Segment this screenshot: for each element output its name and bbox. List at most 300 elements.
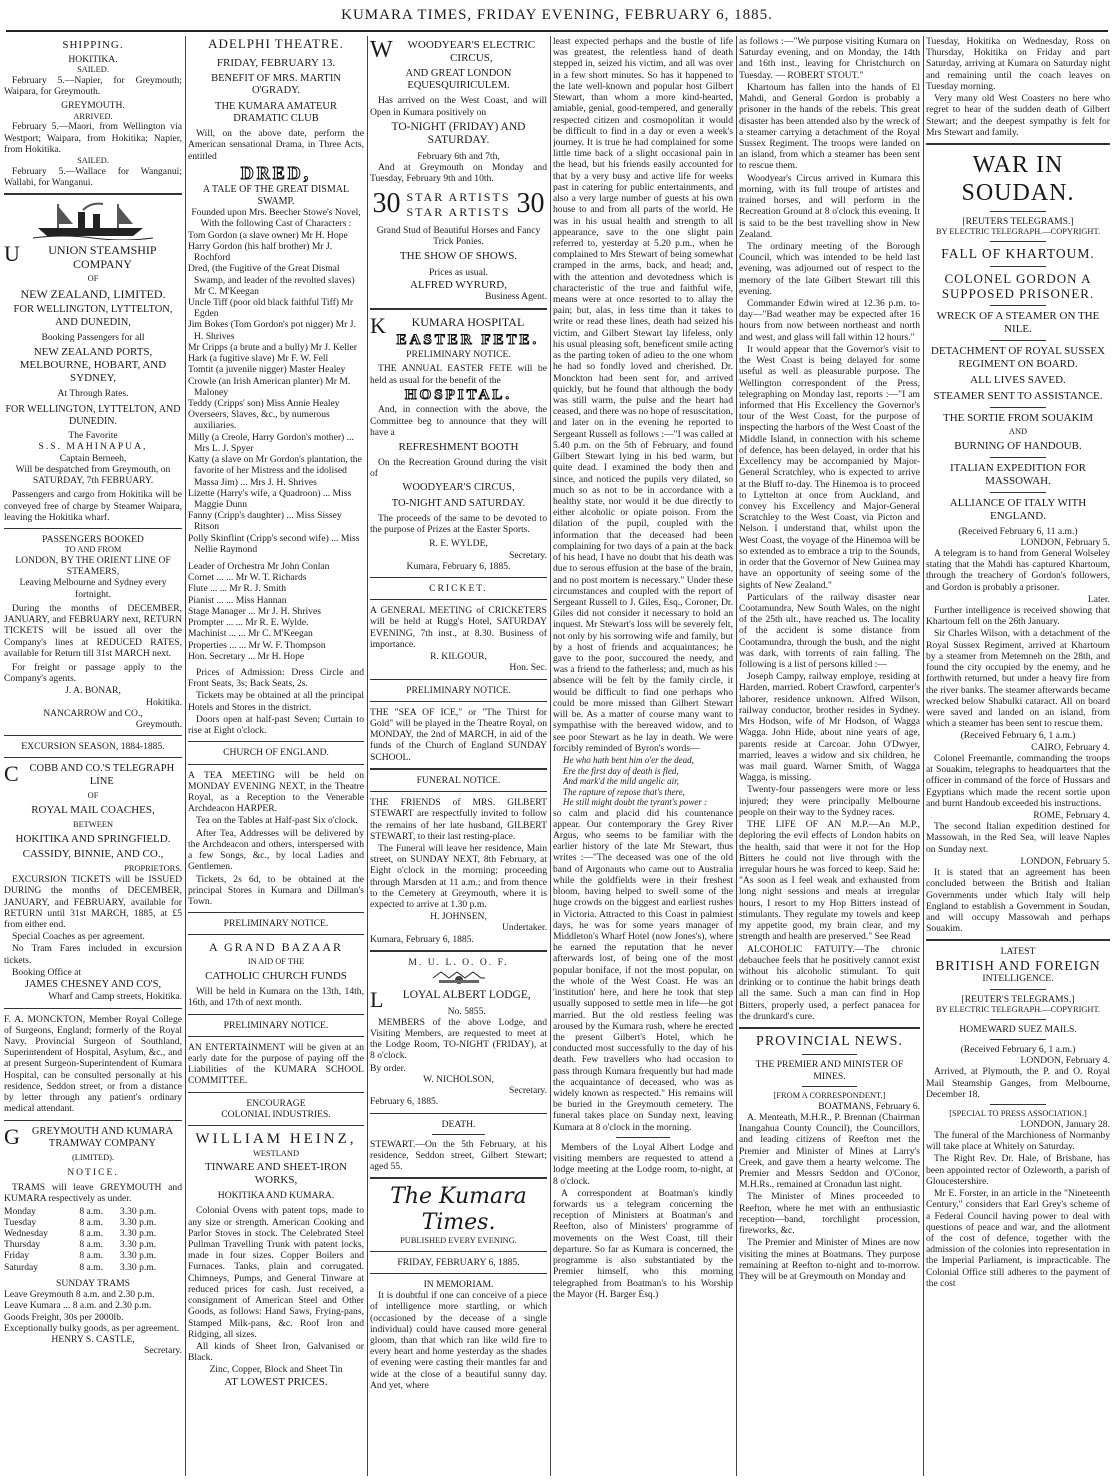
cast-list	[188, 230, 364, 555]
monckton-notice: F. A. MONCKTON, Member Royal College of Surgeons, England; formerly of the Royal Navy. Provincial Surgeon of Southland, Superintendent of Hospital, Asylum, &c., and at present Surgeon-Superintendent of Kumara Hospital, can be consulted personally at his residence, Seddon street, or from a distance by letter through any patient's ordinary medical attendant.	[4, 1013, 182, 1115]
refreshment-booth: REFRESHMENT BOOTH	[398, 441, 519, 454]
orchestra-entry: Cornet ... ... Mr W. T. Richards	[188, 572, 307, 584]
bazaar-text: Will be held in Kumara on the 13th, 14th, 16th, and 17th of next month.	[188, 986, 364, 1009]
rule	[990, 407, 1045, 408]
death-heading: DEATH.	[441, 1118, 476, 1130]
cobb-mail: ROYAL MAIL COACHES,	[31, 803, 155, 816]
union-fav: The Favorite	[68, 430, 118, 442]
column-rule	[736, 36, 737, 1476]
tale: A TALE OF THE GREAT DISMAL SWAMP.	[202, 183, 350, 207]
stout-paragraph: as follows :—"We purpose visiting Kumara on Saturday evening, and on Monday, the 14th and 16th inst., leaving for Christchurch on Tuesday. — ROBERT STOUT."	[739, 36, 920, 81]
poem-line: The rapture of repose that's there,	[563, 786, 685, 797]
poem-line: He who hath bent him o'er the dead,	[563, 755, 694, 765]
memoriam-heading: IN MEMORIAM.	[423, 1278, 494, 1290]
orchestra-entry: Leader of Orchestra Mr John Conlan	[188, 561, 330, 573]
correspondent: [FROM A CORRESPONDENT.]	[773, 1090, 886, 1100]
thirty-right: 30	[516, 188, 545, 220]
memoriam-text: It is doubtful if one can conceive of a piece of intelligence more startling, or which (occasioned by the decease of a single individual) could have caused more general gloom, than that which ran like wild fire to every heart and home yesterday as the shades of evening were casting their mantles far and wide at the close of a beautiful sunny day. And yet, where	[370, 1290, 547, 1391]
cobb-heading: C COBB AND CO.'S TELEGRAPH LINE	[4, 761, 175, 787]
provincial-heading: PROVINCIAL NEWS.	[756, 1034, 903, 1050]
orchestra-entry: Stage Manager ... Mr J. H. Shrives	[188, 605, 321, 617]
later-label: Later.	[1087, 593, 1110, 605]
tram-pm: 3.30 p.m.	[119, 1250, 157, 1262]
circus-agent: ALFRED WYRURD,	[410, 278, 507, 291]
easter-fete: EASTER FETE.	[396, 331, 540, 348]
sunday-greymouth: Leave Greymouth 8 a.m. and 2.30 p.m.	[4, 1289, 155, 1301]
circus-heading: W WOODYEAR'S ELECTRIC CIRCUS,	[370, 37, 536, 64]
prelim-heading: PRELIMINARY NOTICE.	[406, 684, 511, 696]
kilgour-name: R. KILGOUR,	[430, 651, 487, 663]
published: PUBLISHED EVERY EVENING.	[400, 1235, 517, 1245]
circus-tonight: TO-NIGHT (FRIDAY) AND SATURDAY.	[391, 120, 526, 147]
rule	[370, 791, 547, 792]
tram-row	[4, 1239, 182, 1250]
column-3	[370, 36, 547, 1476]
cobb-proprietors: CASSIDY, BINNIE, AND CO.,	[22, 848, 164, 861]
tram-am: 8 a.m.	[79, 1250, 104, 1262]
cobb-wharf: Wharf and Camp streets, Hokitika.	[48, 991, 182, 1003]
fall-khartoum: FALL OF KHARTOUM.	[941, 246, 1095, 262]
funeral-heading: FUNERAL NOTICE.	[416, 774, 501, 786]
rule	[926, 939, 1110, 941]
memoriam-continued: least expected perhaps and the bustle of life was greatest, the relentless hand of death stepped in, seized his victim, and all was over in a few short minutes. So has it happened to the late well-known and popular host Gilbert Stewart, than whom a more kind-hearted, amiable, genial, good-tempered, and generally respected citizen and cosmopolitan it would be difficult to find in a day or even a week's journey. It is true he had complained for some little time back of a slight occasional pain in the head, but his friends easily accounted for that by a very busy and active life for weeks past in catering for public entertainments, and also a very large number of guests at his own house to and from all parts of the world. He was in his usual health and strength to all appearance, save to the one slight pain referred to, yesterday at 5.20 p.m., when he complained to Mrs Stewart of being somewhat cramped in the arms, back, and head; and, with the attention and devotedness which is characteristic of the true and faithful wife, means were at once resorted to to allay the pain; but, alas, in less time than it takes to write or read these lines, death had seized his victim, and Gilbert Stewart lay lifeless, only his usual pleasing soft, beneficent smile acting as the parting token of adieu to the one whom he had so fondly loved and cherished. Dr. Monckton had been sent for, and arrived quickly, but he found that although the body was still warm, the pulse and the heart had ceased, and there was no hope of resuscitation, and later on in the evening he reported to Sergeant Russell as follows :—"I was called at 5.40 p.m. on the 5th of February, and found Gilbert Stewart lying in his bed warm, but quite dead. I examined the body then and since, and noticed the pupils very dilated, so much so as not to be in accordance with a healthy state, nor would it be due directly to either alcoholic or opiate poison. From the dilation of the pupil, coupled with the information that the deceased had been complaining for two days of a pain at the back of his head, I have no doubt that his death was due to serous effusion at the base of the brain, and no post mortem is necessary." Under these circumstances and coupled with the report of Sergeant Russell to J. Giles, Esq., Coroner, Dr. Giles did not consider it necessary to hold an inquest. Mr Stewart's loss will be severely felt, not only by his sorrowing wife and family, but by a host of friends and acquaintances; he gave to the poor, succoured the needy, and was a friend to the fatherless; and, much as his absence will be felt by the family circle, it would be difficult to find one perhaps who could be more missed than Gilbert Stewart will be. As a matter of course many want to sympathise with the bereaved widow, and to see poor Stewart as he lay in death. We were forcibly reminded of Byron's words—	[553, 36, 733, 754]
lodge-heading: L LOYAL ALBERT LODGE,	[370, 987, 531, 1013]
tram-day: Monday	[4, 1205, 36, 1217]
rule	[370, 679, 547, 680]
steamer-heading: STEAMER SENT TO ASSISTANCE.	[933, 389, 1103, 402]
circus-agent-title: Business Agent.	[485, 291, 547, 303]
rule	[370, 577, 547, 578]
hospital-annual: THE ANNUAL EASTER FETE will be held as usual for the benefit of the	[370, 363, 547, 386]
weather-paragraph: Commander Edwin wired at 12.36 p.m. to-day—"Bad weather may be expected after 16 hours from now between northeast and north and west, and glass will fall within 12 hours."	[739, 298, 920, 343]
hospital-ground: On the Recreation Ground during the visit of	[370, 456, 547, 480]
cast-entry: Uncle Tiff (poor old black faithful Tiff) Mr Egden	[188, 297, 354, 320]
received-1: (Received February 6, 11 a.m.)	[958, 525, 1078, 537]
column-1	[4, 36, 182, 1476]
cast-entry: Harry Gordon (his half brother) Mr J. Rochford	[188, 240, 333, 264]
tram-row	[4, 1206, 182, 1217]
paper-title: The Kumara Times.	[390, 1184, 527, 1236]
rule	[990, 211, 1045, 212]
rule	[370, 950, 547, 952]
castle-title: Secretary.	[144, 1345, 182, 1357]
bazaar-aid: IN AID OF THE	[247, 957, 305, 967]
bazaar-funds: CATHOLIC CHURCH FUNDS	[205, 970, 347, 983]
rule	[990, 1104, 1045, 1105]
heinz-items: Colonial Ovens with patent tops, made to any size or strength. American Cooking and Parlor Stoves in stock. The Celebrated Steel Pullman Travelling Trunk with patent locks, made in four sizes. Copper Boilers and Furnaces. Tanks, plain and corrugated. Chimneys, Pumps, and General Tinware at reduced prices for cash. Just received, a consignment of American Steel and Other Goods, as follows: Hand Saws, Frying-pans, Stamped Milk-pans, &c. Roof Iron and Ridging, all sizes.	[188, 1205, 364, 1340]
cast-entry: Fanny (Cripp's daughter) ... Miss Sissey Ritson	[188, 510, 342, 533]
circus-and: AND GREAT LONDON EQUESQUIRICULEM.	[405, 67, 512, 91]
union-ship: S.S. MAHINAPUA,	[38, 441, 148, 453]
british-foreign: BRITISH AND FOREIGN	[935, 957, 1101, 973]
poem-line: Ere the first day of death is fled,	[563, 765, 679, 776]
alcoholic-paragraph: ALCOHOLIC FATUITY.—The chronic debauchee feels that he positively cannot exist without his alcoholic stimulant. To quit drinking or to continue the habit brings death all the same. Such a man can find in Hop Bitters, properly used, a perfect panacea for the drunkard's cure.	[739, 943, 920, 1022]
masthead-rule	[6, 30, 1108, 32]
reuters-label: [REUTER'S TELEGRAMS.]	[961, 993, 1075, 1005]
masthead: KUMARA TIMES, FRIDAY EVENING, FEBRUARY 6, 1885.	[341, 7, 773, 23]
tram-pm: 3.30 p.m.	[119, 1216, 157, 1228]
rule	[4, 1120, 182, 1121]
sunday-heading: SUNDAY TRAMS	[55, 1277, 131, 1289]
and-label: AND	[1008, 427, 1028, 437]
circus-paragraph: Woodyear's Circus arrived in Kumara this morning, with its full troupe of artistes and trained horses, and will perform in the Recreation Ground at 8 o'clock this evening. It is said to be the best travelling show in New Zealand.	[739, 172, 920, 240]
doors: Doors open at half-past Seven; Curtain to rise at Eight o'clock.	[188, 713, 364, 737]
orchestra-entry: Flute ... ... Mr R. J. Smith	[188, 583, 287, 595]
tramway-notice: NOTICE.	[67, 1166, 119, 1178]
tram-row	[4, 1228, 182, 1239]
railway-paragraph: Particulars of the railway disaster near Cootamundra, New South Wales, on the night of the 25th ult., have reached us. The locality of the accident is some distance from Cootamundra, through the bush, and the night was dark, with torrents of rain falling. The following is a list of persons killed :—	[739, 591, 920, 671]
union-for: FOR WELLINGTON, LYTTELTON, AND DUNEDIN,	[13, 304, 173, 328]
sunday-kumara: Leave Kumara ... 8 a.m. and 2.30 p.m.	[4, 1300, 152, 1312]
wylde-title: Secretary.	[509, 549, 547, 561]
cast-entry: Mr Cripps (a brute and a bully) Mr J. Keller	[188, 341, 357, 353]
cast-entry: Crowle (an Irish American planter) Mr M. Maloney	[188, 375, 351, 398]
union-date: SATURDAY, 7th FEBRUARY.	[32, 475, 154, 487]
cast-entry: Hark (a fugitive slave) Mr F. W. Fell	[188, 353, 329, 365]
received-3: (Received February 6, 1 a.m.)	[960, 1043, 1076, 1055]
greymouth-sailings: February 5.—Wallace for Wanganui; Wallabi, for Wanganui.	[4, 165, 182, 189]
orchestra-entry: Prompter ... ... Mr R. E. Wylde.	[188, 617, 309, 629]
tram-day: Wednesday	[4, 1228, 48, 1240]
kumara-date: Kumara, February 6, 1885.	[406, 560, 511, 572]
union-steamship-title: U UNION STEAMSHIP COMPANY	[4, 241, 157, 272]
cast-entry: Lizette (Harry's wife, a Quadroon) ... Miss Maggie Dunn	[188, 487, 352, 510]
church-heading: CHURCH OF ENGLAND.	[223, 747, 329, 759]
circus-shows: THE SHOW OF SHOWS.	[399, 250, 518, 263]
prices: Prices of Admission: Dress Circle and Front Seats, 3s; Back Seats, 2s.	[188, 667, 364, 690]
tram-pm: 3.30 p.m.	[119, 1228, 157, 1240]
tram-day: Tuesday	[4, 1216, 37, 1228]
union-booking: Booking Passengers for all	[41, 331, 145, 343]
rule	[739, 1027, 920, 1029]
tickets: Tickets may be obtained at all the principal Hotels and Stores in the district.	[188, 690, 364, 713]
rule	[188, 1092, 364, 1093]
union-despatch: Will be despatched from Greymouth, on	[15, 463, 171, 475]
tram-day: Friday	[4, 1250, 30, 1262]
rule	[990, 266, 1045, 267]
funeral-text: THE FRIENDS of MRS. GILBERT STEWART are respectfully invited to follow the remains of her late husband, GILBERT STEWART, to their last resting-place.	[370, 797, 547, 842]
rule	[926, 143, 1110, 145]
cast-entry: Tomtit (a juvenile nigger) Master Healey	[188, 364, 346, 376]
prelim-heading: PRELIMINARY NOTICE.	[223, 1019, 329, 1031]
woodyear: WOODYEAR'S CIRCUS,	[402, 482, 515, 494]
telegram-9: The Right Rev. Dr. Hale, of Brisbane, has been appointed rector of Ozleworth, a parish of Gloucestershire.	[926, 1153, 1110, 1187]
wreck-heading: WRECK OF A STEAMER ON THE NILE.	[936, 310, 1100, 336]
church-tickets: Tickets, 2s 6d, to be obtained at the principal Stores in Kumara and Dillman's Town.	[188, 873, 364, 907]
hospital-proceeds: The proceeds of the same to be devoted to the purpose of Prizes at the Easter Sports.	[370, 512, 547, 536]
rule	[990, 305, 1045, 306]
lodge-text: MEMBERS of the above Lodge, and Visiting Members, are requested to meet at the Lodge Room, TO-NIGHT (FRIDAY), at 8 o'clock.	[370, 1016, 547, 1062]
by-order: By order.	[370, 1062, 406, 1074]
orchestra-entry: Machinist ... ... Mr C. M'Keegan	[188, 628, 313, 640]
tramway-heading: G GREYMOUTH AND KUMARA TRAMWAY COMPANY	[4, 1123, 174, 1149]
rule	[990, 492, 1045, 493]
booked-freight: For freight or passage apply to the Company's agents.	[4, 661, 182, 685]
church-after: After Tea, Addresses will be delivered by the Archdeacon and others, interspersed with a few Songs, &c., by local Ladies and Gentlemen.	[188, 827, 364, 873]
cobb-text: EXCURSION TICKETS will be ISSUED DURING the months of DECEMBER, JANUARY, and FEBRUARY, available for RETURN until 31st MARCH, 1885, at £5 from either end.	[4, 874, 182, 930]
shipping-heading: SHIPPING.	[62, 39, 124, 51]
sortie-heading: THE SORTIE FROM SOUAKIM	[943, 411, 1093, 424]
sea-of-ice: THE "SEA OF ICE," or "The Thirst for Gold" will be played in the Theatre Royal, on MONDAY, the 2nd of MARCH, in aid of the funds of the Church of England SUNDAY SCHOOL.	[370, 706, 547, 763]
lodge-emblem-icon	[429, 970, 489, 986]
rule	[370, 1177, 547, 1179]
heinz-hokkum: HOKITIKA AND KUMARA.	[217, 1190, 335, 1202]
lodge-date: February 6, 1885.	[370, 1096, 439, 1108]
rule	[188, 741, 364, 742]
tramway-ltd: (LIMITED).	[71, 1153, 115, 1163]
reefton-paragraph: The Minister of Mines proceeded to Reefton, where he met with an enthusiastic reception—band, torchlight procession, fireworks, &c.	[739, 1191, 920, 1237]
rule	[4, 757, 182, 758]
hospital-word: HOSPITAL.	[404, 386, 513, 403]
cast-entry: Jim Bokes (Tom Gordon's pot nigger) Mr J. H. Shrives	[188, 319, 356, 342]
will-perform: Will, on the above date, perform the American sensational Drama, in Three Acts, entitled	[188, 128, 364, 162]
rule	[188, 912, 364, 913]
wylde-name: R. E. WYLDE,	[429, 538, 488, 550]
lodge-paragraph: Members of the Loyal Albert Lodge and visiting members are requested to attend a lodge meeting at the Lodge room, to-night, at 8 o'clock.	[553, 1141, 733, 1187]
rule	[990, 1019, 1045, 1020]
homeward-heading: HOMEWARD SUEZ MAILS.	[959, 1023, 1077, 1035]
london-dateline: LONDON, January 28.	[1020, 1118, 1110, 1130]
rule	[370, 1251, 547, 1252]
issue-date: FRIDAY, FEBRUARY 6, 1885.	[397, 1256, 520, 1268]
cobb-special: Special Coaches as per agreement.	[12, 931, 145, 943]
star-artists: STAR ARTISTS STAR ARTISTS	[406, 190, 511, 219]
death-text: STEWART.—On the 5th February, at his residence, Seddon street, Gilbert Stewart; aged 55.	[370, 1138, 547, 1173]
encourage: ENCOURAGE	[246, 1097, 306, 1109]
tram-am: 8 a.m.	[79, 1205, 104, 1217]
rule	[4, 193, 182, 195]
orchestra-entry: Pianist ... ... Miss Hannan	[188, 594, 287, 606]
agent-place: Hokitika.	[146, 696, 182, 708]
bulky-goods: Exceptionally bulky goods, as per agreement.	[4, 1322, 180, 1334]
heinz-tinware: TINWARE AND SHEET-IRON WORKS,	[205, 1161, 347, 1187]
rule	[188, 1014, 364, 1015]
tonight-sat: TO-NIGHT AND SATURDAY.	[391, 497, 526, 509]
column-rule	[550, 36, 551, 1476]
telegram-2: Further intelligence is received showing that Khartoum fell on the 26th January.	[926, 605, 1110, 628]
tram-am: 8 a.m.	[79, 1228, 104, 1240]
dred-title: DRED,	[240, 162, 312, 183]
tram-day: Thursday	[4, 1239, 41, 1251]
boatmans-dateline: BOATMANS, February 6.	[818, 1100, 920, 1112]
union-ports: NEW ZEALAND PORTS, MELBOURNE, HOBART, AND SYDNEY,	[19, 346, 167, 384]
circus-prices: Prices as usual.	[429, 267, 488, 279]
war-heading: WAR IN SOUDAN.	[961, 151, 1075, 207]
circus-grand: Grand Stud of Beautiful Horses and Fancy Trick Ponies.	[376, 225, 541, 248]
rule	[370, 308, 547, 310]
heinz-name: WILLIAM HEINZ,	[195, 1131, 357, 1148]
killed-list: Joseph Campy, railway employe, residing at Harden, married. Robert Crawford, carpenter's laborer, residence unknown. Alfred Wilson, railway conductor, brother resides in Sydney. Mrs Hodson, wife of Mr Hodson, of Wagga Wagga. John Hide, about nine years of age, parents reside at Carcoar. John O'Dwyer, married, leaves a widow and six children, he was mail guard. Warner Smith, of Wagga Wagga, is missing.	[739, 671, 920, 784]
circus-greymouth: And at Greymouth on Monday and Tuesday, February 9th and 10th.	[370, 161, 547, 185]
heinz-westland: WESTLAND	[252, 1148, 300, 1158]
booked-leaving: Leaving Melbourne and Sydney every fortnight.	[19, 577, 167, 600]
sympathy-paragraph: Very many old West Coasters no here who regret to hear of the sudden death of Gilbert Stewart; and the deepest sympathy is felt for Mrs Stewart and family.	[926, 93, 1110, 138]
bazaar-heading: A GRAND BAZAAR	[208, 940, 343, 955]
star-artists-banner	[370, 188, 547, 221]
injured-paragraph: Twenty-four passengers were more or less injured; they were principally Melbourne people on their way to the Sydney races.	[739, 784, 920, 818]
telegram-5: The second Italian expedition destined for Massowah, in the Red Sea, will leave Naples on Sunday next.	[926, 821, 1110, 855]
rule	[990, 1039, 1045, 1040]
greymouth-arrivals: February 5.—Maori, from Wellington via Westport; Waipara, from Hokitika; Napier, from Hokitika.	[4, 121, 182, 155]
club: THE KUMARA AMATEUR DRAMATIC CLUB	[215, 100, 337, 124]
booked-heading: PASSENGERS BOOKED	[42, 533, 144, 545]
cast-entry: Overseers, Slaves, &c., by numerous auxiliaries.	[188, 409, 330, 432]
agent-name: NANCARROW and CO.,	[43, 707, 143, 719]
column-rule	[923, 36, 924, 1476]
colonial: COLONIAL INDUSTRIES.	[221, 1108, 331, 1120]
union-nz: NEW ZEALAND, LIMITED.	[20, 287, 166, 302]
cobb-office: Booking Office at	[12, 966, 82, 978]
rule	[370, 768, 547, 770]
church-tea: Tea on the Tables at Half-past Six o'clock.	[196, 815, 358, 827]
cast-entry: Dred, (the Fugitive of the Great Dismal Swamp, and leader of the revolted slaves) Mr C. M'Keegan	[188, 263, 355, 297]
entertainment-text: AN ENTERTAINMENT will be given at an early date for the purpose of paying off the Liabilities of the KUMARA SCHOOL COMMITTEE.	[188, 1041, 364, 1087]
mp-paragraph: THE LIFE OF AN M.P.—An M.P., deploring the evil effects of London habits on the health, said that were it not for the Hop Bitters he could not live through with the irregular hours he was forced to keep. Said he: "As soon as I feel weak and exhausted from long night sessions and meals at irregular hours, I resort to my Hop Bitters instead of stimulants. They regulate my towels and keep my appetite good, my brain clear, and my strength and health are preserved." See Read	[739, 819, 920, 943]
booked-london: LONDON, BY THE ORIENT LINE OF STEAMERS,	[15, 554, 171, 578]
itinerary-paragraph: Tuesday, Hokitika on Wednesday, Ross on Thursday, Hokitika on Friday and part Saturday, arriving at Kumara on Saturday night and remaining until the coach leaves on Tuesday morning.	[926, 36, 1110, 92]
rule	[4, 735, 182, 736]
orchestra-list	[188, 561, 364, 662]
cast-entry: Polly Skinflint (Cripp's second wife) ... Miss Nellie Raymond	[188, 532, 360, 555]
union-passengers: Passengers and cargo from Hokitika will be conveyed free of charge by Steamer Waipara, leaving the Hokitika wharf.	[4, 489, 182, 523]
column-6	[926, 36, 1110, 1476]
italian-heading: ITALIAN EXPEDITION FOR MASSOWAH.	[950, 462, 1086, 487]
rome-dateline: ROME, February 4.	[1033, 809, 1110, 821]
prelim-heading: PRELIMINARY NOTICE.	[223, 918, 329, 930]
goods-freight: Goods Freight, 30s per 2000lb.	[4, 1311, 124, 1323]
special-label: [SPECIAL TO PRESS ASSOCIATION.]	[949, 1108, 1087, 1118]
rule	[802, 1054, 856, 1055]
rule	[990, 457, 1045, 458]
tramway-will: TRAMS will leave GREYMOUTH and KUMARA respectively as under.	[4, 1182, 182, 1205]
hospital-and: And, in connection with the above, the Committee beg to announce that they will have a	[370, 404, 547, 438]
rule	[990, 340, 1045, 341]
telegram-4: Colonel Freemantle, commanding the troops at Souakim, telegraphs to headquarters that the officer in command of the force of Hussars and Egyptians which made the recent sortie upon and burnt Handoub exceeded his instructions.	[926, 752, 1110, 809]
poem-line: And mark'd the mild angelic air,	[563, 776, 679, 787]
rule	[370, 599, 547, 600]
johnsen-name: H. JOHNSEN,	[430, 911, 487, 923]
tram-timetable	[4, 1206, 182, 1273]
column-2	[188, 36, 364, 1476]
tram-pm: 3.30 p.m.	[119, 1239, 157, 1251]
premier-heading: THE PREMIER AND MINISTER OF MINES.	[755, 1059, 904, 1082]
reuters-label: [REUTERS TELEGRAMS.]	[962, 216, 1074, 228]
kumara-date: Kumara, February 6, 1885.	[370, 933, 474, 945]
cast-entry: Tom Gordon (a slave owner) Mr H. Hope	[188, 229, 348, 241]
union-of: OF	[87, 274, 99, 284]
hokitika-shipping: February 5.—Napier, for Greymouth; Waipara, for Greymouth.	[4, 74, 182, 98]
cast-entry: Milly (a Creole, Harry Gordon's mother) ... Mrs L. J. Spyer	[188, 431, 354, 454]
orchestra-entry: Hon. Secretary ... Mr H. Hope	[188, 650, 305, 662]
cobb-tram: No Tram Fares included in excursion tickets.	[4, 943, 182, 966]
funeral-text2: The Funeral will leave her residence, Main street, on SUNDAY NEXT, 8th February, at Eight o'clock in the morning; proceeding through Marsden at 11 a.m.; and from thence to the Cemetery at Greymouth, where it is expected to arrive at 1.30 p.m.	[370, 842, 547, 911]
rule	[188, 1036, 364, 1037]
memoriam-continued-2: so calm and placid did his countenance appear. Our contemporary the Grey River Argus, who seems to be familiar with the earlier history of the late Mr Stewart, thus writes :—"The deceased was one of the old band of Argonauts who came out to Australia while the goldfields were in their freshest bloom, having helped to swell some of the huge crowds on the biggest and earliest rushes in Victoria. Attracted to this Coast in palmiest days, he was for some years manager of Middleton's Wharf Hotel (now Jones's), where he earned the reputation that he never afterwards lost, of being one of the most popular boniface, if not the most popular, on the whole of the West Coast. He was an 'institution' here, and here he took that step usually supposed to settle men in life—he got married. But the old restless feeling was aroused by the Kumara rush, where he erected the present Gilbert's Hotel, which he conducted most successfully to the day of his death. Few travellers who had occasion to pass through Kumara frequently but had made the acquaintance of deceased, who was as widely known as respected." His remains will be buried in the Greymouth cemetery. The funeral takes place on Sunday next, leaving Kumara at 8 o'clock in the morning.	[553, 807, 733, 1133]
mines-paragraph: The Premier and Minister of Mines are now visiting the mines at Boatmans. They purpose remaining at Reefton to-night and to-morrow. They will be at Greymouth on Monday and	[739, 1237, 920, 1282]
copyright-label: BY ELECTRIC TELEGRAPH.—COPYRIGHT.	[935, 227, 1101, 237]
telegram-7: Arrived, at Plymouth, the P. and O. Royal Mail Steamship Ganges, from Melbourne, December 18.	[926, 1066, 1110, 1100]
poem-line: He still might doubt the tyrant's power :	[563, 797, 708, 808]
rule	[432, 1134, 485, 1135]
detachment-heading: DETACHMENT OF ROYAL SUSSEX REGIMENT ON BOARD.	[930, 345, 1106, 370]
greymouth-heading: GREYMOUTH.	[61, 100, 125, 112]
heinz-prices: AT LOWEST PRICES.	[224, 1375, 328, 1388]
cricket-heading: CRICKET.	[429, 583, 488, 595]
adelphi-date: FRIDAY, FEBRUARY 13.	[216, 57, 336, 70]
church-text: A TEA MEETING will be held on MONDAY EVENING NEXT, in the Theatre Royal, as a Reception to the Venerable Archdeacon HARPER.	[188, 769, 364, 815]
saved-heading: ALL LIVES SAVED.	[970, 373, 1066, 386]
lodge-no: No. 5855.	[447, 1005, 486, 1017]
telegram-8: The funeral of the Marchioness of Normanby will take place at Whitely on Saturday.	[926, 1130, 1110, 1153]
union-captain: Captain Berneeh,	[59, 452, 127, 464]
telegram-3: Sir Charles Wilson, with a detachment of the Royal Sussex Regiment, arrived at Khartoum by a steamer from Metemneh on the 28th, and found the city occupied by the enemy, and he forthwith returned, but under a heavy fire from the river banks. The steamer afterwards became wrecked below Shabulki cataract. All on board were saved and landed on an island, from which a steamer has been sent to rescue them.	[926, 628, 1110, 730]
hospital-heading: K KUMARA HOSPITAL	[370, 312, 525, 338]
intelligence: INTELLIGENCE.	[982, 973, 1054, 985]
founded: Founded upon Mrs. Beecher Stowe's Novel,	[191, 207, 361, 219]
tram-am: 8 a.m.	[79, 1216, 104, 1228]
rule	[802, 1086, 856, 1087]
rule	[370, 1113, 547, 1114]
tram-row	[4, 1262, 182, 1273]
circus-dates: February 6th and 7th,	[417, 150, 500, 162]
london-dateline: LONDON, February 4.	[1020, 1055, 1110, 1067]
union-for2: FOR WELLINGTON, LYTTELTON, AND DUNEDIN.	[5, 403, 181, 427]
excursion-heading: EXCURSION SEASON, 1884-1885.	[21, 741, 165, 753]
sailed-label: SAILED.	[77, 65, 109, 75]
tram-day: Saturday	[4, 1261, 39, 1273]
hospital-prelim: PRELIMINARY NOTICE.	[406, 349, 511, 361]
tram-pm: 3.30 p.m.	[119, 1205, 157, 1217]
rule	[990, 241, 1045, 242]
tram-pm: 3.30 p.m.	[119, 1261, 157, 1273]
tram-am: 8 a.m.	[79, 1261, 104, 1273]
cast-intro: With the following Cast of Characters :	[200, 218, 352, 230]
column-4	[553, 36, 733, 1476]
governor-paragraph: It would appear that the Governor's visit to the West Coast is being delayed for some useful as well as pleasurable purpose. The Wellington correspondent of the Press, telegraphing on Monday last, reports :—"I am informed that His Excellency the Governor's tour of the West Coast, for the purpose of inspecting the harbors of the West Coast of the Middle Island, in connection with his scheme of defence, has been delayed, in order that his Excellency may be accompanied by Major-General Scratchley, who is expected to arrive at the Bluff to-day. The Hinemoa is to proceed to Lyttelton at once from Auckland, and convey his Excellency and Major-General Scratchley to the West Coast, via Picton and Nelson. I understand that, whilst upon the West Coast, the voyage of the Hinemoa will be so extended as to embrace a trip to the Sounds, in order that the Governor of New Guinea may have an opportunity of seeing some of the sights of New Zealand."	[739, 343, 920, 591]
copyright-label: BY ELECTRIC TELEGRAPH.—COPYRIGHT.	[935, 1004, 1101, 1014]
column-5	[739, 36, 920, 1476]
cobb-proprietors-label: PROPRIETORS.	[124, 864, 182, 874]
latest-heading: LATEST	[1000, 946, 1036, 958]
boatmans-paragraph: A correspondent at Boatman's kindly forwards us a telegram concerning the reception of Ministers at Boatman's and Reefton, also of Ministers' programme of movements on the West Coast, till their departure. So far as Kumara is concerned, the programme is also substantiated by the Premier himself, who this morning telegraphed from Boatman's to his Worship the Mayor (H. Barger Esq.)	[553, 1187, 733, 1300]
heinz-zinc: Zinc, Copper, Block and Sheet Tin	[209, 1364, 343, 1376]
khartoum-paragraph: Khartoum has fallen into the hands of El Mahdi, and General Gordon is probably a prisoner in the hands of the rebels. This great disaster has been attended also by the wreck of a steamer carrying a detachment of the Royal Sussex Regiment. The troops were landed on an island, from which a steamer has been sent to rescue them.	[739, 81, 920, 172]
rule	[4, 1008, 182, 1009]
received-2: (Received February 6, 1 a.m.)	[960, 730, 1076, 742]
rule	[990, 989, 1045, 990]
telegram-1: A telegram is to hand from General Wolseley stating that the Mahdi has captured Khartoum, through the treachery of Gordon's followers, and Gordon is probably a prisoner.	[926, 547, 1110, 593]
johnsen-title: Undertaker.	[501, 922, 547, 934]
agent-name: J. A. BONAR,	[65, 685, 121, 697]
muloof-heading: M. U. L. O. O. F.	[408, 956, 509, 968]
rule	[4, 528, 182, 529]
telegram-10: Mr E. Forster, in an article in the "Nineteenth Century," considers that Earl Grey's scheme of a Federal Council having power to deal with questions of peace and war, and the allotment of the cost of defence, together with the admission of the colonies into representation in the Imperial Parliament, is impracticable. The Colonial Office still adheres to the payment of the cost	[926, 1188, 1110, 1289]
castle-name: HENRY S. CASTLE,	[51, 1334, 135, 1345]
cricket-text: A GENERAL MEETING of CRICKETERS will be held at Rugg's Hotel, SATURDAY EVENING, 7th inst., at 8.30. Business of importance.	[370, 605, 547, 650]
sailed-label: SAILED.	[77, 156, 109, 166]
steamship-icon	[33, 200, 153, 240]
booked-text: During the months of DECEMBER, JANUARY, and FEBRUARY next, RETURN TICKETS will be issued all over the Company's lines at REDUCED RATES, available for Return till 31st MARCH next.	[4, 602, 182, 659]
nicholson-title: Secretary.	[509, 1085, 547, 1097]
column-rule	[185, 36, 186, 1476]
circus-open: Has arrived on the West Coast, and will Open in Kumara positively on	[370, 95, 547, 118]
cobb-james: JAMES CHESNEY AND CO'S,	[24, 979, 162, 991]
telegram-6: It is stated that an agreement has been concluded between the British and Italian Governments under which Italy will help England to establish a Government in Soudan, and will occupy Massowah and perhaps Souakim.	[926, 867, 1110, 935]
booked-to: TO AND FROM	[64, 545, 122, 555]
column-rule	[367, 36, 368, 1476]
union-rates: At Through Rates.	[57, 387, 129, 399]
arrived-label: ARRIVED.	[73, 111, 113, 121]
